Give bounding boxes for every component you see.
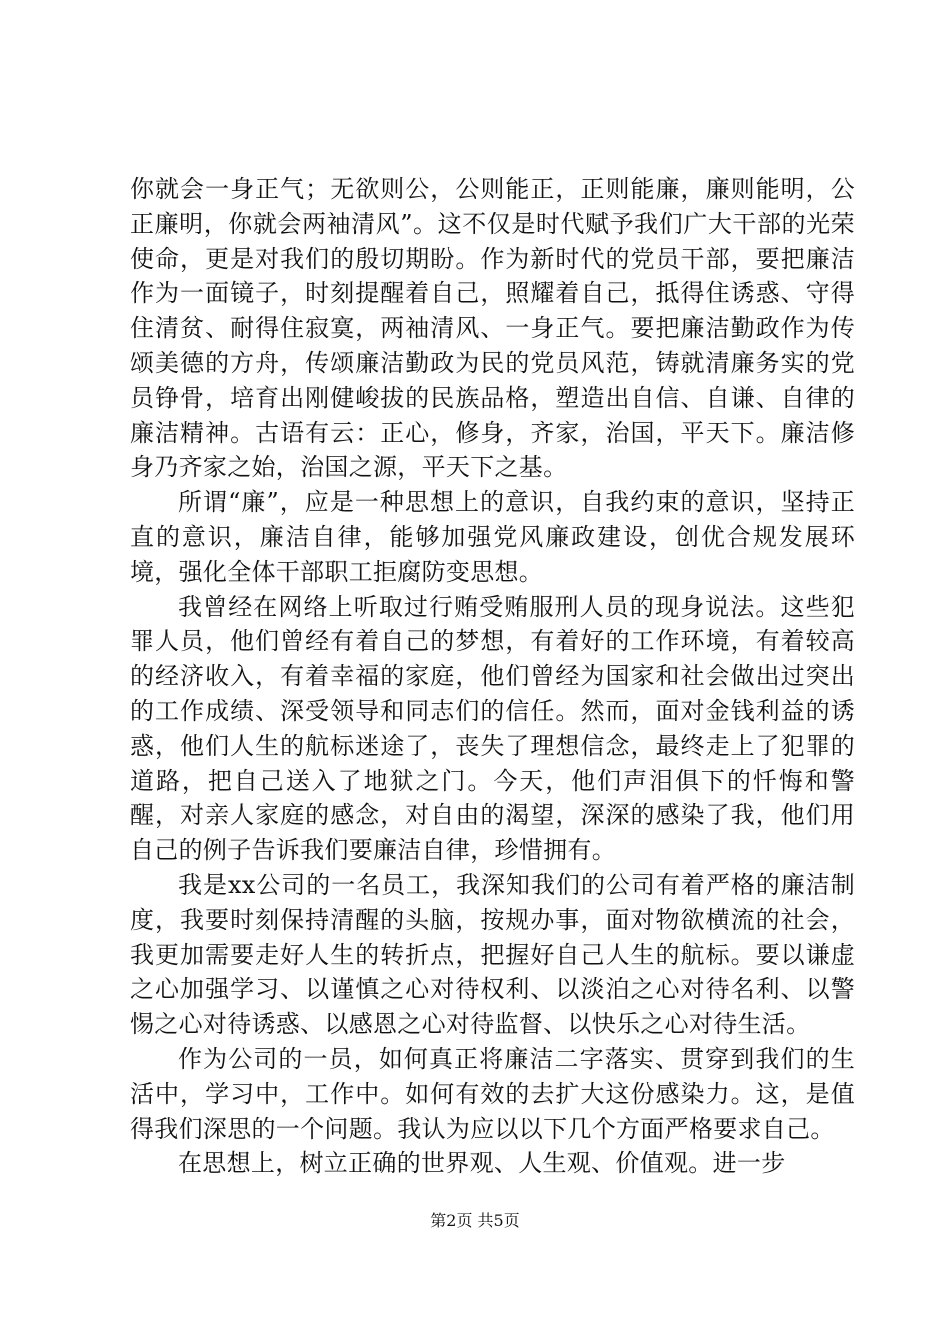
paragraph-3: 我曾经在网络上听取过行贿受贿服刑人员的现身说法。这些犯罪人员，他们曾经有着自己的梦想，有着好的工作环境，有着较高的经济收入，有着幸福的家庭，他们曾经为国家和社会做出过突出的工作成绩、深受领导和同志们的信任。然而，面对金钱利益的诱惑，他们人生的航标迷途了，丧失了理想信念，最终走上了犯罪的道路，把自己送入了地狱之门。今天，他们声泪俱下的忏悔和警醒，对亲人家庭的感念，对自由的渴望，深深的感染了我，他们用自己的例子告诉我们要廉洁自律，珍惜拥有。 (130, 592, 855, 865)
paragraph-1: 你就会一身正气；无欲则公，公则能正，正则能廉，廉则能明，公正廉明，你就会两袖清风”。这不仅是时代赋予我们广大干部的光荣使命，更是对我们的殷切期盼。作为新时代的党员干部，要把廉洁作为一面镜子，时刻提醒着自己，照耀着自己，抵得住诱惑、守得住清贫、耐得住寂寞，两袖清风、一身正气。要把廉洁勤政作为传颂美德的方舟，传颂廉洁勤政为民的党员风范，铸就清廉务实的党员铮骨，培育出刚健峻拔的民族品格，塑造出自信、自谦、自律的廉洁精神。古语有云：正心，修身，齐家，治国，平天下。廉洁修身乃齐家之始，治国之源，平天下之基。 (130, 175, 855, 482)
paragraph-6: 在思想上，树立正确的世界观、人生观、价值观。进一步 (178, 1149, 786, 1178)
paragraph-4: 我是xx公司的一名员工，我深知我们的公司有着严格的廉洁制度，我要时刻保持清醒的头脑，按规办事，面对物欲横流的社会，我更加需要走好人生的转折点，把握好自己人生的航标。要以谦虚之心加强学习、以谨慎之心对待权利、以淡泊之心对待名利、以警惕之心对待诱惑、以感恩之心对待监督、以快乐之心对待生活。 (130, 870, 855, 1039)
page-number-footer: 第2页 共5页 (430, 1211, 520, 1230)
paragraph-2: 所谓“廉”，应是一种思想上的意识，自我约束的意识，坚持正直的意识，廉洁自律，能够加强党风廉政建设，创优合规发展环境，强化全体干部职工拒腐防变思想。 (130, 488, 855, 586)
document-body (130, 172, 855, 1181)
paragraph-5: 作为公司的一员，如何真正将廉洁二字落实、贯穿到我们的生活中，学习中，工作中。如何有效的去扩大这份感染力。这，是值得我们深思的一个问题。我认为应以以下几个方面严格要求自己。 (130, 1044, 855, 1143)
